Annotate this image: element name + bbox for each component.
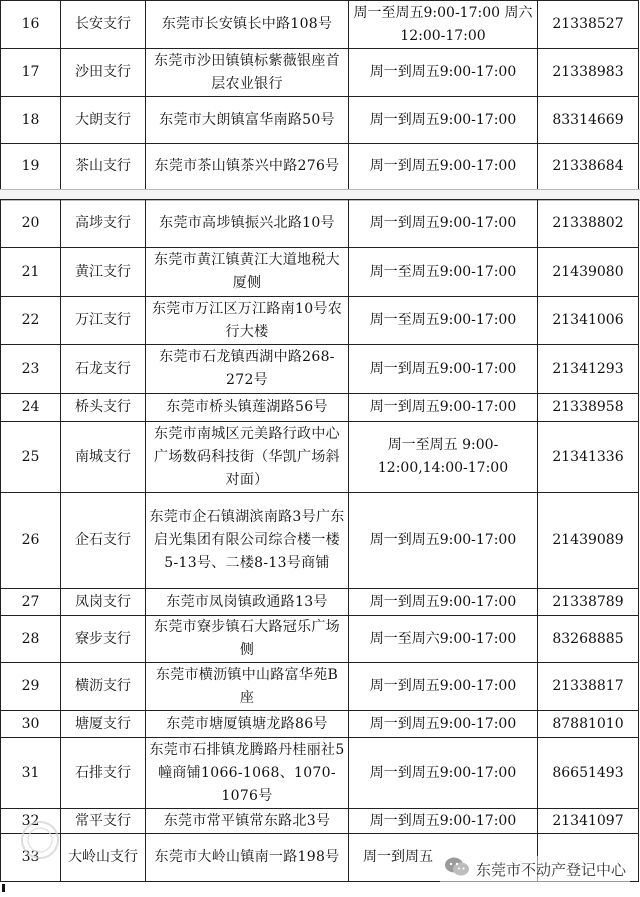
branch-name: 石龙支行 <box>61 345 146 394</box>
table-row <box>1 422 639 493</box>
row-number: 17 <box>1 49 61 97</box>
row-number: 22 <box>1 297 61 345</box>
branch-name: 横沥支行 <box>61 663 146 711</box>
row-number: 16 <box>1 1 61 49</box>
row-number: 24 <box>1 394 61 422</box>
table-row <box>1 589 639 616</box>
branch-phone: 87881010 <box>538 711 639 738</box>
branch-phone: 21338802 <box>538 200 639 248</box>
branch-address: 东莞市长安镇长中路108号 <box>146 1 349 49</box>
table-row <box>1 809 639 834</box>
branch-address: 东莞市南城区元美路行政中心广场数码科技街（华凯广场斜对面） <box>146 422 349 493</box>
branch-address: 东莞市凤岗镇政通路13号 <box>146 589 349 616</box>
branch-hours: 周一至周五9:00-17:00 <box>349 248 538 297</box>
row-number: 21 <box>1 248 61 297</box>
branch-address: 东莞市常平镇常东路北3号 <box>146 809 349 834</box>
branch-hours: 周一到周五9:00-17:00 <box>349 49 538 97</box>
table-row <box>1 394 639 422</box>
table-row <box>1 297 639 345</box>
branch-name: 寮步支行 <box>61 616 146 663</box>
branch-name: 大朗支行 <box>61 97 146 144</box>
watermark-text: 东莞市不动产登记中心 <box>475 860 626 879</box>
branch-phone: 21341006 <box>538 297 639 345</box>
branch-hours: 周一至周五9:00-17:00 周六12:00-17:00 <box>349 1 538 49</box>
branch-phone: 21338684 <box>538 144 639 190</box>
branch-address: 东莞市沙田镇镇标紫薇银座首层农业银行 <box>146 49 349 97</box>
branch-phone: 21439080 <box>538 248 639 297</box>
branch-hours: 周一到周五9:00-17:00 <box>349 493 538 589</box>
row-number: 23 <box>1 345 61 394</box>
branch-phone: 83268885 <box>538 616 639 663</box>
branch-address: 东莞市塘厦镇塘龙路86号 <box>146 711 349 738</box>
table-row <box>1 738 639 809</box>
branch-hours: 周一至周六9:00-17:00 <box>349 616 538 663</box>
branch-phone: 21341336 <box>538 422 639 493</box>
row-number: 29 <box>1 663 61 711</box>
branch-hours: 周一到周五9:00-17:00 <box>349 97 538 144</box>
edge-mark <box>2 884 5 892</box>
branch-hours: 周一到周五9:00-17:00 <box>349 144 538 190</box>
branch-address: 东莞市大岭山镇南一路198号 <box>146 834 349 882</box>
branch-phone: 21341293 <box>538 345 639 394</box>
branch-table-bottom <box>0 199 639 882</box>
branch-hours: 周一到周五9:00-17:00 <box>349 809 538 834</box>
branch-address: 东莞市高埗镇振兴北路10号 <box>146 200 349 248</box>
branch-hours: 周一到周五9:00-17:00 <box>349 663 538 711</box>
table-row <box>1 248 639 297</box>
table-row <box>1 144 639 190</box>
branch-address: 东莞市黄江镇黄江大道地税大厦侧 <box>146 248 349 297</box>
branch-address: 东莞市大朗镇富华南路50号 <box>146 97 349 144</box>
branch-name: 南城支行 <box>61 422 146 493</box>
table-row <box>1 711 639 738</box>
branch-name: 万江支行 <box>61 297 146 345</box>
row-number: 31 <box>1 738 61 809</box>
branch-name: 大岭山支行 <box>61 834 146 882</box>
branch-address: 东莞市企石镇湖滨南路3号广东启光集团有限公司综合楼一楼5-13号、二楼8-13号商铺 <box>146 493 349 589</box>
branch-phone: 21341097 <box>538 809 639 834</box>
branch-hours: 周一到周五9:00-17:00 <box>349 345 538 394</box>
row-number: 18 <box>1 97 61 144</box>
branch-address: 东莞市横沥镇中山路富华苑B座 <box>146 663 349 711</box>
branch-name: 沙田支行 <box>61 49 146 97</box>
table-row <box>1 616 639 663</box>
branch-address: 东莞市桥头镇莲湖路56号 <box>146 394 349 422</box>
branch-hours: 周一至周五9:00-17:00 <box>349 297 538 345</box>
branch-phone: 83314669 <box>538 97 639 144</box>
branch-name: 企石支行 <box>61 493 146 589</box>
branch-name: 桥头支行 <box>61 394 146 422</box>
branch-address: 东莞市石排镇龙腾路丹桂丽社5幢商铺1066-1068、1070-1076号 <box>146 738 349 809</box>
branch-phone: 21338789 <box>538 589 639 616</box>
table-row <box>1 97 639 144</box>
branch-table-top <box>0 0 639 190</box>
branch-hours: 周一到周五9:00-17:00 <box>349 394 538 422</box>
table-row <box>1 49 639 97</box>
branch-name: 长安支行 <box>61 1 146 49</box>
branch-hours: 周一至周五 9:00-12:00,14:00-17:00 <box>349 422 538 493</box>
branch-hours: 周一到周五9:00-17:00 <box>349 589 538 616</box>
branch-phone: 21338817 <box>538 663 639 711</box>
branch-address: 东莞市寮步镇石大路冠乐广场侧 <box>146 616 349 663</box>
wechat-icon <box>444 856 470 882</box>
branch-address: 东莞市万江区万江路南10号农行大楼 <box>146 297 349 345</box>
table-row <box>1 493 639 589</box>
branch-hours: 周一到周五9:00-17:00 <box>349 711 538 738</box>
row-number: 30 <box>1 711 61 738</box>
branch-name: 塘厦支行 <box>61 711 146 738</box>
branch-name: 黄江支行 <box>61 248 146 297</box>
row-number: 26 <box>1 493 61 589</box>
branch-name: 凤岗支行 <box>61 589 146 616</box>
branch-hours: 周一到周五 <box>349 834 538 882</box>
branch-phone: 21338527 <box>538 1 639 49</box>
table-row <box>1 663 639 711</box>
row-number: 19 <box>1 144 61 190</box>
branch-address: 东莞市石龙镇西湖中路268-272号 <box>146 345 349 394</box>
branch-hours: 周一到周五9:00-17:00 <box>349 738 538 809</box>
branch-name: 石排支行 <box>61 738 146 809</box>
branch-name: 茶山支行 <box>61 144 146 190</box>
row-number: 27 <box>1 589 61 616</box>
table-row <box>1 200 639 248</box>
table-row <box>1 345 639 394</box>
branch-phone: 21338983 <box>538 49 639 97</box>
branch-phone: 21338958 <box>538 394 639 422</box>
row-number: 28 <box>1 616 61 663</box>
row-number: 20 <box>1 200 61 248</box>
branch-phone: 86651493 <box>538 738 639 809</box>
branch-phone: 21439089 <box>538 493 639 589</box>
watermark <box>440 856 630 882</box>
branch-name: 常平支行 <box>61 809 146 834</box>
branch-hours: 周一到周五9:00-17:00 <box>349 200 538 248</box>
branch-address: 东莞市茶山镇茶兴中路276号 <box>146 144 349 190</box>
row-number: 25 <box>1 422 61 493</box>
row-number: 32 <box>1 809 61 834</box>
row-number: 33 <box>1 834 61 882</box>
table-row <box>1 1 639 49</box>
branch-name: 高埗支行 <box>61 200 146 248</box>
